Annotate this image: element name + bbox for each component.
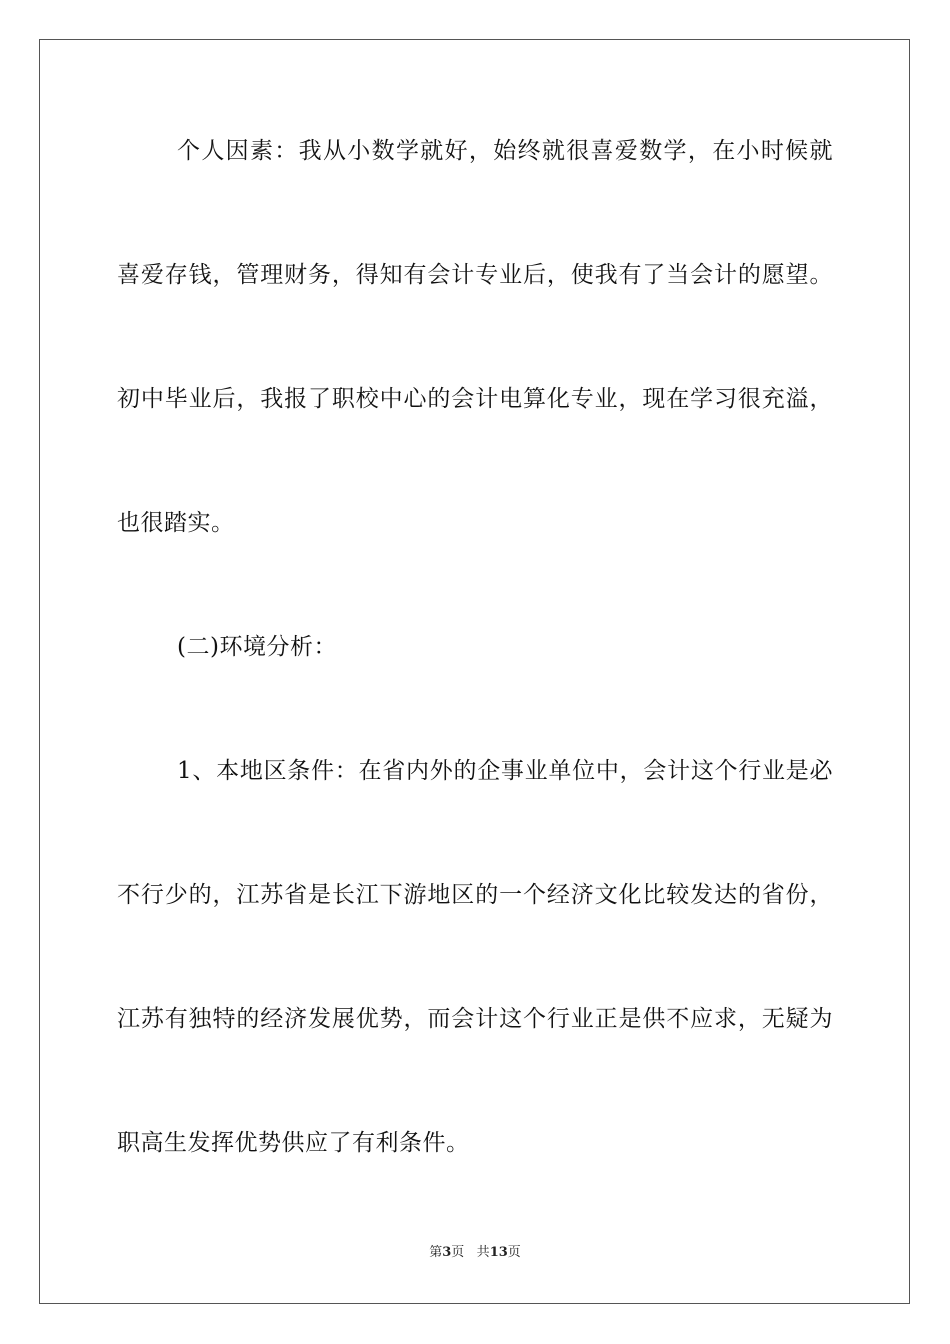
paragraph-line: 也很踏实。 [117,510,235,536]
page-border [39,39,910,1304]
paragraph-line: 个人因素：我从小数学就好，始终就很喜爱数学，在小时候就 [177,138,833,164]
total-pages: 13 [489,1245,508,1260]
paragraph-line: 职高生发挥优势供应了有利条件。 [117,1130,470,1156]
total-suffix: 页 [507,1245,521,1260]
paragraph-line: 初中毕业后，我报了职校中心的会计电算化专业，现在学习很充溢， [117,386,833,412]
page-footer [0,1245,950,1261]
total-prefix: 共 [476,1245,490,1260]
paragraph-line: 喜爱存钱，管理财务，得知有会计专业后，使我有了当会计的愿望。 [117,262,833,288]
paragraph-line: 江苏有独特的经济发展优势，而会计这个行业正是供不应求，无疑为 [117,1006,833,1032]
paragraph-line: 不行少的，江苏省是长江下游地区的一个经济文化比较发达的省份， [117,882,833,908]
section-heading: (二)环境分析： [177,634,337,660]
page-suffix: 页 [451,1245,465,1260]
page-prefix: 第 [429,1245,443,1260]
paragraph-line: 1、本地区条件：在省内外的企事业单位中，会计这个行业是必 [177,758,833,784]
page-number: 3 [442,1245,452,1260]
